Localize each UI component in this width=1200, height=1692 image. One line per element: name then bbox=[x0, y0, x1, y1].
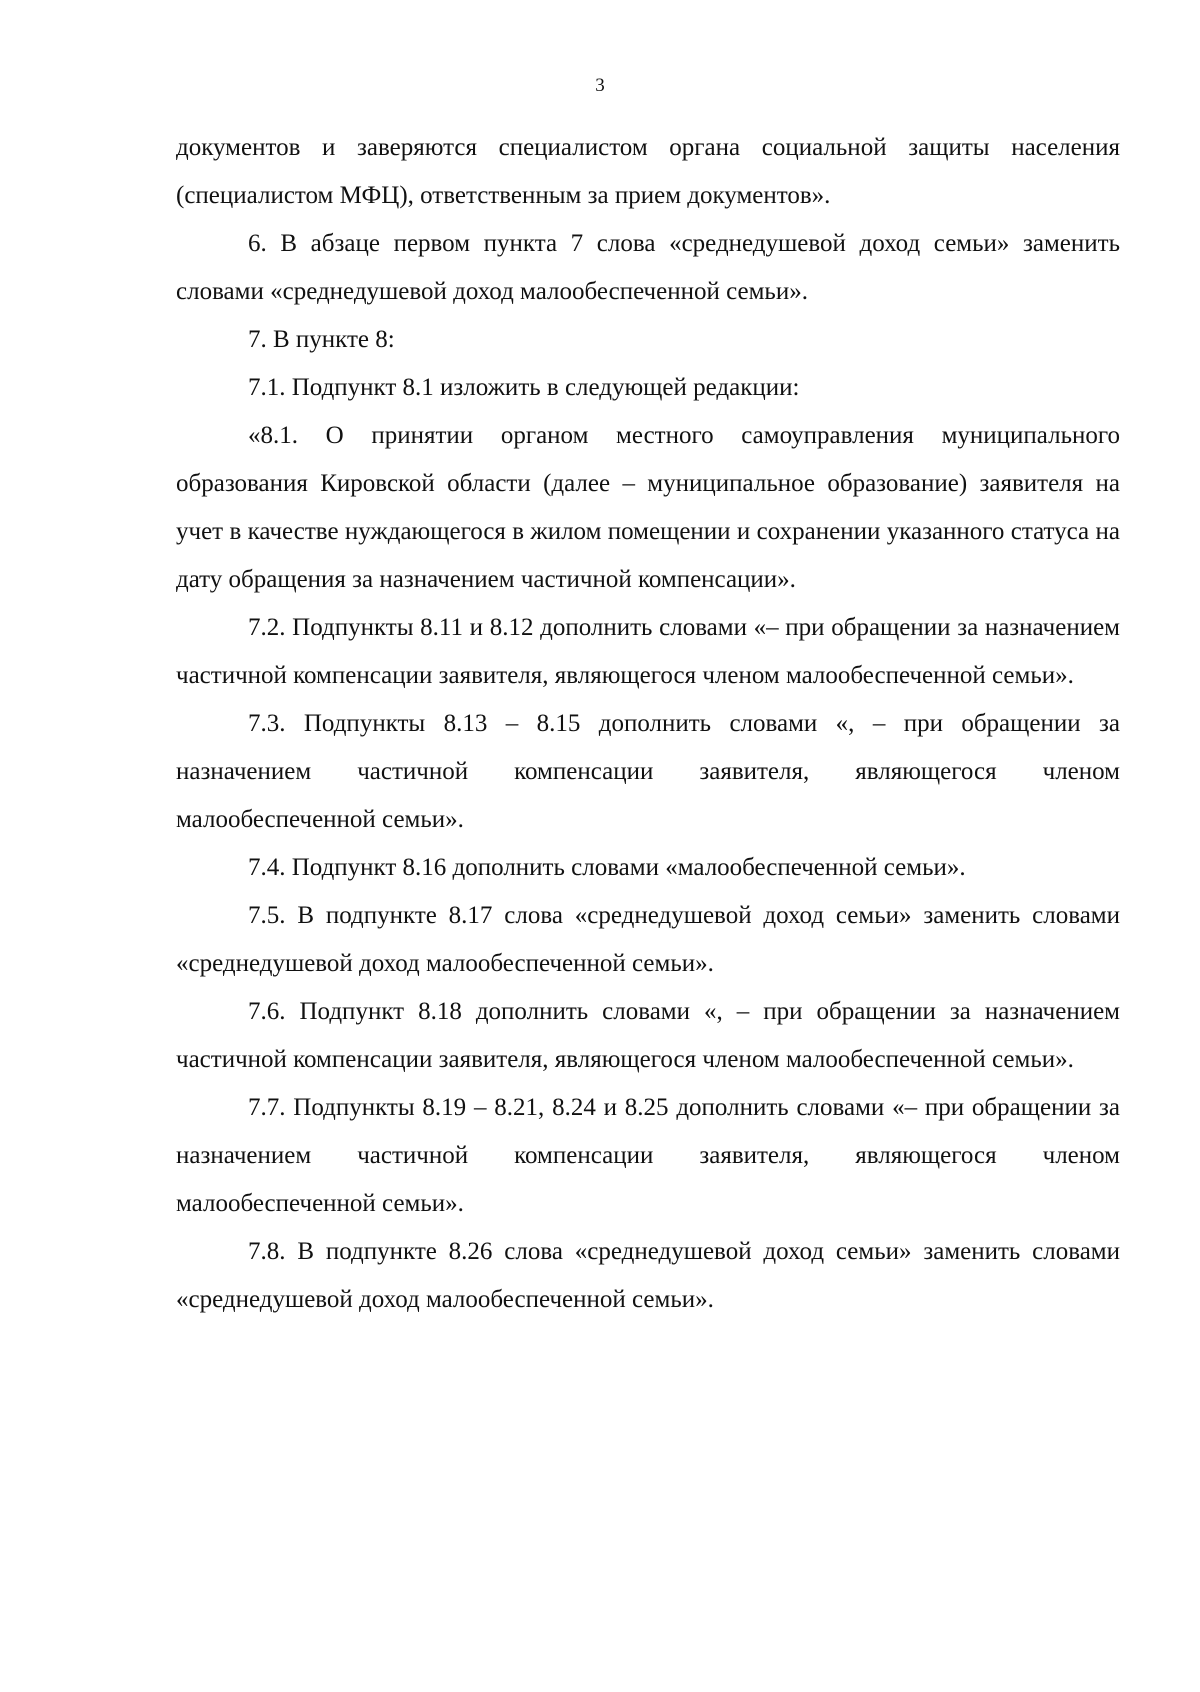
paragraph-item-7-2: 7.2. Подпункты 8.11 и 8.12 дополнить словами «– при обращении за назначением частичной компенсации заявителя, являющегося членом малообеспеченной семьи». bbox=[176, 614, 1120, 689]
document-body bbox=[176, 124, 1120, 1324]
paragraph-item-7-7: 7.7. Подпункты 8.19 – 8.21, 8.24 и 8.25 дополнить словами «– при обращении за назначением частичной компенсации заявителя, являющегося членом малообеспеченной семьи». bbox=[176, 1094, 1120, 1217]
paragraph-item-7-4: 7.4. Подпункт 8.16 дополнить словами «малообеспеченной семьи». bbox=[248, 854, 966, 881]
paragraph-item-7-3: 7.3. Подпункты 8.13 – 8.15 дополнить словами «, – при обращении за назначением частичной компенсации заявителя, являющегося членом малообеспеченной семьи». bbox=[176, 710, 1120, 833]
page-number: 3 bbox=[595, 75, 605, 96]
paragraph-item-7-6: 7.6. Подпункт 8.18 дополнить словами «, – при обращении за назначением частичной компенсации заявителя, являющегося членом малообеспеченной семьи». bbox=[176, 998, 1120, 1073]
paragraph-item-7-8: 7.8. В подпункте 8.26 слова «среднедушевой доход семьи» заменить словами «среднедушевой доход малообеспеченной семьи». bbox=[176, 1238, 1120, 1313]
paragraph-continuation: документов и заверяются специалистом органа социальной защиты населения (специалистом МФЦ), ответственным за прием документов». bbox=[176, 134, 1120, 209]
paragraph-item-6: 6. В абзаце первом пункта 7 слова «среднедушевой доход семьи» заменить словами «среднедушевой доход малообеспеченной семьи». bbox=[176, 230, 1120, 305]
paragraph-item-7-5: 7.5. В подпункте 8.17 слова «среднедушевой доход семьи» заменить словами «среднедушевой доход малообеспеченной семьи». bbox=[176, 902, 1120, 977]
paragraph-item-7: 7. В пункте 8: bbox=[248, 326, 395, 353]
paragraph-item-7-1: 7.1. Подпункт 8.1 изложить в следующей редакции: bbox=[248, 374, 800, 401]
paragraph-quote-8-1: «8.1. О принятии органом местного самоуправления муниципального образования Кировской области (далее – муниципальное образование) заявителя на учет в качестве нуждающегося в жилом помещении и сохранении указанного статуса на дату обращения за назначением частичной компенсации». bbox=[176, 422, 1120, 593]
